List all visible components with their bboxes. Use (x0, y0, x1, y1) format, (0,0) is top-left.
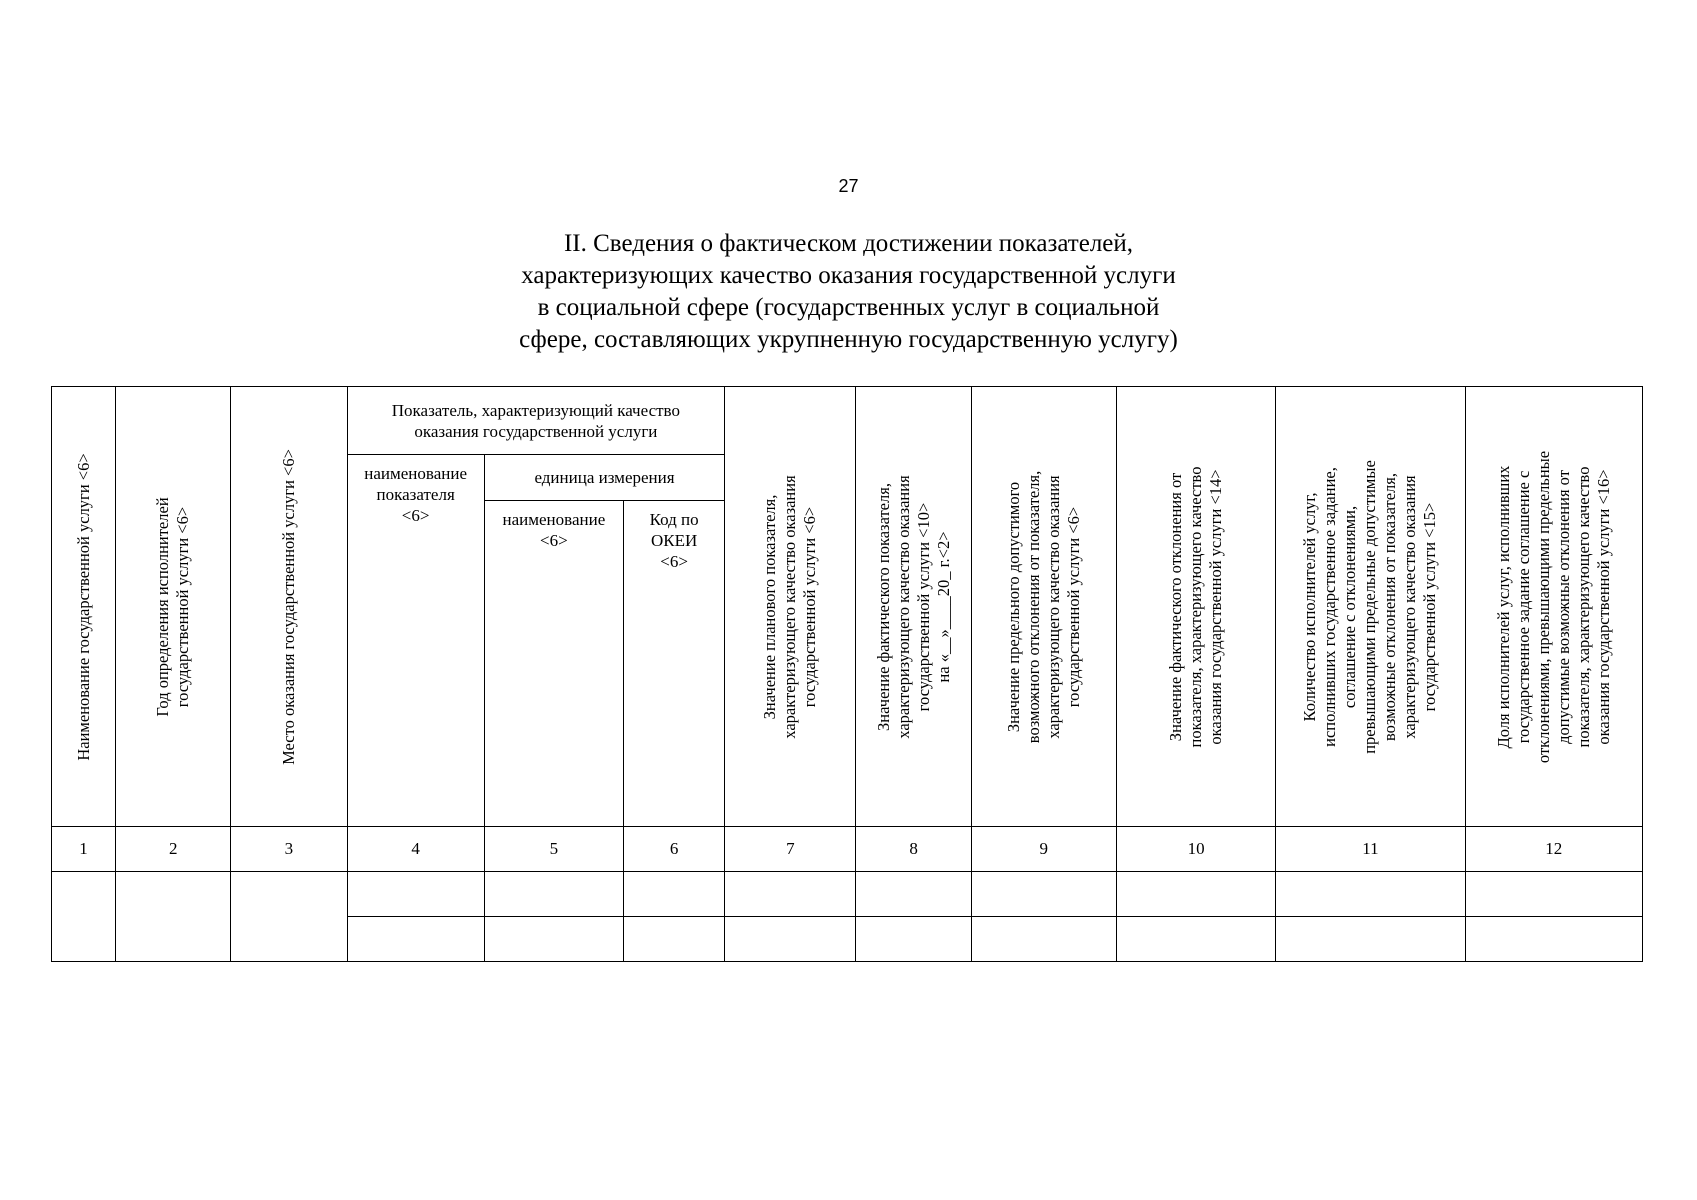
title-line: характеризующих качество оказания государственной услуги (521, 262, 1176, 289)
header-planned-value: Значение планового показателя, характеризующего качество оказания государственной услуги <6> (725, 387, 856, 827)
header-actual-value: Значение фактического показателя, характеризующего качество оказания государственной услуги <10> на «__»____20_ г.<2> (856, 387, 971, 827)
table-cell (484, 917, 623, 962)
header-unit-group: единица измерения (484, 455, 724, 501)
table-cell (347, 872, 484, 917)
table-cell (1276, 917, 1465, 962)
column-number: 3 (231, 827, 347, 872)
column-number: 11 (1276, 827, 1465, 872)
title-line: II. Сведения о фактическом достижении показателей, (563, 230, 1134, 257)
table-cell (1276, 872, 1465, 917)
table-row (52, 872, 1643, 917)
table-cell (624, 917, 725, 962)
column-numbers-row (52, 827, 1643, 872)
header-year: Год определения исполнителей государственной услуги <6> (116, 387, 231, 827)
table-cell (856, 917, 971, 962)
column-number: 2 (116, 827, 231, 872)
header-executors-count: Количество исполнителей услуг, исполнивших государственное задание, соглашение с отклонениями, превышающими предельные допустимые возможные отклонения от показателя, характеризующего качество оказания государственной услуги <15> (1276, 387, 1465, 827)
column-number: 5 (484, 827, 623, 872)
title-line: в социальной сфере (государственных услуг в социальной (537, 294, 1160, 321)
header-indicator-name: наименование показателя <6> (347, 455, 484, 827)
table-cell (347, 917, 484, 962)
table-cell (971, 872, 1116, 917)
header-actual-deviation: Значение фактического отклонения от показателя, характеризующего качество оказания государственной услуги <14> (1116, 387, 1275, 827)
header-okei-code: Код по ОКЕИ <6> (624, 501, 725, 827)
indicators-table (51, 386, 1643, 962)
table-cell (971, 917, 1116, 962)
table-cell (856, 872, 971, 917)
table-cell (725, 917, 856, 962)
section-title (0, 228, 1697, 356)
table-cell (624, 872, 725, 917)
column-number: 12 (1465, 827, 1642, 872)
column-number: 9 (971, 827, 1116, 872)
table-cell (725, 872, 856, 917)
title-line: сфере, составляющих укрупненную государственную услугу) (519, 326, 1178, 353)
header-max-deviation: Значение предельного допустимого возможного отклонения от показателя, характеризующего качество оказания государственной услуги <6> (971, 387, 1116, 827)
table-cell (484, 872, 623, 917)
column-number: 8 (856, 827, 971, 872)
table-cell (1465, 872, 1642, 917)
table-cell (231, 872, 347, 962)
column-number: 7 (725, 827, 856, 872)
column-number: 4 (347, 827, 484, 872)
table-cell (52, 872, 116, 962)
table-cell (116, 872, 231, 962)
column-number: 6 (624, 827, 725, 872)
table-cell (1116, 872, 1275, 917)
table-cell (1116, 917, 1275, 962)
header-executors-share: Доля исполнителей услуг, исполнивших государственное задание соглашение с отклонениями, превышающими предельные допустимые возможные отклонения от показателя, характеризующего качество оказания государственной услуги <16> (1465, 387, 1642, 827)
column-number: 10 (1116, 827, 1275, 872)
column-number: 1 (52, 827, 116, 872)
header-place: Место оказания государственной услуги <6> (231, 387, 347, 827)
header-indicator-group: Показатель, характеризующий качество оказания государственной услуги (347, 387, 725, 455)
header-unit-name: наименование <6> (484, 501, 623, 827)
header-service-name: Наименование государственной услуги <6> (52, 387, 116, 827)
page-number: 27 (838, 176, 859, 196)
table-cell (1465, 917, 1642, 962)
